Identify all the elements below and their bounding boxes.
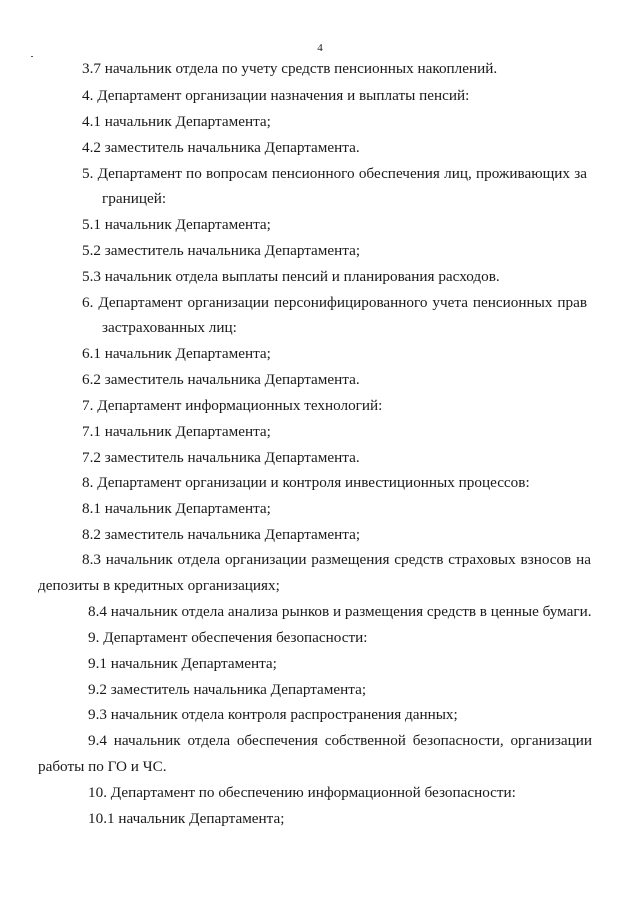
text-line: 6. Департамент организации персонифицированного учета пенсионных прав: [82, 294, 587, 311]
text-line: 8.3 начальник отдела организации размещения средств страховых взносов на: [82, 551, 591, 568]
text-line: 7.1 начальник Департамента;: [82, 423, 271, 440]
text-line: 6.2 заместитель начальника Департамента.: [82, 371, 360, 388]
text-line: 5.3 начальник отдела выплаты пенсий и планирования расходов.: [82, 268, 500, 285]
text-line: 9.2 заместитель начальника Департамента;: [88, 681, 367, 698]
text-line: 5. Департамент по вопросам пенсионного обеспечения лиц, проживающих за: [82, 165, 587, 182]
text-line: депозиты в кредитных организациях;: [38, 577, 280, 594]
text-line: 8.2 заместитель начальника Департамента;: [82, 526, 361, 543]
text-line: 5.2 заместитель начальника Департамента;: [82, 242, 361, 259]
text-line: 8.1 начальник Департамента;: [82, 500, 271, 517]
text-line: 5.1 начальник Департамента;: [82, 216, 271, 233]
text-line: 8.4 начальник отдела анализа рынков и размещения средств в ценные бумаги.: [88, 603, 592, 620]
text-line: застрахованных лиц:: [102, 319, 237, 336]
text-line: 9.1 начальник Департамента;: [88, 655, 277, 672]
page-number: 4: [317, 42, 323, 54]
text-line: 10.1 начальник Департамента;: [88, 810, 285, 827]
text-line: 3.7 начальник отдела по учету средств пенсионных накоплений.: [82, 60, 498, 77]
text-line: 7.2 заместитель начальника Департамента.: [82, 449, 360, 466]
text-line: 4.1 начальник Департамента;: [82, 113, 271, 130]
text-line: 9.4 начальник отдела обеспечения собственной безопасности, организации: [88, 732, 592, 749]
text-line: 8. Департамент организации и контроля инвестиционных процессов:: [82, 474, 530, 491]
text-line: 9. Департамент обеспечения безопасности:: [88, 629, 368, 646]
scan-speck: [31, 56, 33, 57]
text-line: 4.2 заместитель начальника Департамента.: [82, 139, 360, 156]
text-line: 9.3 начальник отдела контроля распространения данных;: [88, 706, 458, 723]
text-line: 6.1 начальник Департамента;: [82, 345, 271, 362]
text-line: 4. Департамент организации назначения и выплаты пенсий:: [82, 87, 470, 104]
text-line: работы по ГО и ЧС.: [38, 758, 167, 775]
text-line: 10. Департамент по обеспечению информационной безопасности:: [88, 784, 516, 801]
text-line: границей:: [102, 190, 167, 207]
text-line: 7. Департамент информационных технологий:: [82, 397, 383, 414]
